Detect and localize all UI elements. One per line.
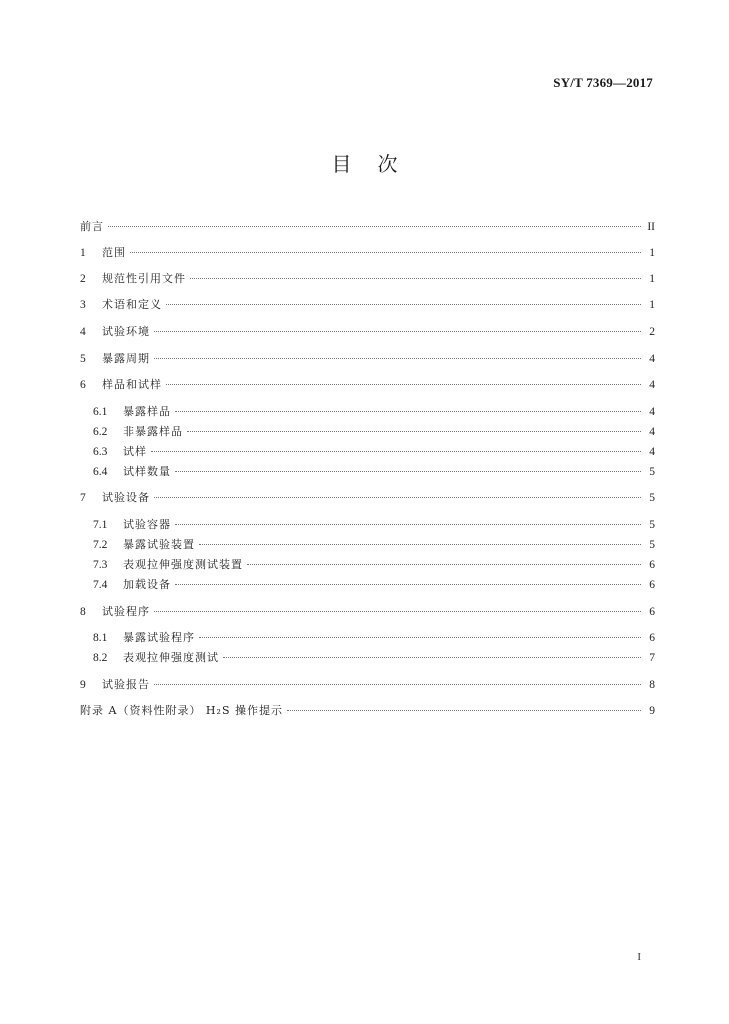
toc-subentry[interactable] [93,650,655,666]
toc-entry-page: 9 [649,705,655,717]
toc-entry-label: 试验环境 [102,325,150,338]
toc-entry[interactable] [80,324,655,340]
toc-subentry[interactable] [93,537,655,553]
toc-dot-leader [187,431,641,432]
toc-entry-number: 8 [80,606,86,618]
toc-entry-number: 6.2 [93,426,108,438]
toc-subentry[interactable] [93,464,655,480]
toc-subentry[interactable] [93,577,655,593]
toc-entry-number: 7 [80,492,86,504]
toc-entry-number: 2 [80,273,86,285]
footer-page-number: I [637,951,641,963]
toc-entry-label: 附录 A（资料性附录） H₂S 操作提示 [80,704,283,717]
toc-entry-page: 5 [649,492,655,504]
toc-entry-number: 7.4 [93,579,108,591]
toc-entry-label: 非暴露样品 [123,425,183,438]
toc-subentry[interactable] [93,517,655,533]
toc-dot-leader [154,684,641,685]
toc-entry-page: 6 [649,579,655,591]
toc-subentry[interactable] [93,557,655,573]
toc-entry-label: 范围 [102,246,126,259]
toc-entry-page: 5 [649,539,655,551]
toc-entry-label: 试样数量 [123,465,171,478]
toc-entry[interactable] [80,351,655,367]
toc-entry[interactable] [80,377,655,393]
toc-entry[interactable] [80,604,655,620]
toc-entry[interactable] [80,219,655,235]
toc-dot-leader [154,611,641,612]
toc-dot-leader [151,451,641,452]
page-title: 目次 [331,152,424,176]
toc-entry-page: 4 [649,406,655,418]
toc-dot-leader [154,331,641,332]
toc-entry-number: 7.2 [93,539,108,551]
toc-entry-page: 6 [649,606,655,618]
toc-subentry[interactable] [93,404,655,420]
toc-entry-page: 5 [649,466,655,478]
toc-dot-leader [166,384,641,385]
toc-dot-leader [199,637,641,638]
toc-entry-page: 2 [649,326,655,338]
toc-entry[interactable] [80,490,655,506]
toc-subentry[interactable] [93,630,655,646]
toc-entry-label: 试验设备 [102,491,150,504]
toc-dot-leader [175,584,641,585]
toc-dot-leader [130,252,641,253]
toc-entry-number: 5 [80,353,86,365]
toc-subentry[interactable] [93,444,655,460]
toc-dot-leader [175,411,641,412]
toc-entry-label: 试样 [123,445,147,458]
toc-entry[interactable] [80,677,655,693]
toc-entry-label: 试验程序 [102,605,150,618]
toc-entry-page: 7 [649,652,655,664]
toc-entry-label: 规范性引用文件 [102,272,186,285]
toc-entry-label: 暴露试验装置 [123,538,195,551]
toc-entry-number: 3 [80,299,86,311]
toc-entry-label: 暴露样品 [123,405,171,418]
toc-entry[interactable] [80,245,655,261]
toc-entry-number: 6.1 [93,406,108,418]
toc-entry-page: 1 [649,299,655,311]
toc-entry-label: 试验报告 [102,678,150,691]
toc-entry-label: 表观拉伸强度测试装置 [123,558,243,571]
toc-entry-page: 4 [649,426,655,438]
toc-entry-page: 4 [649,446,655,458]
toc-entry[interactable] [80,703,655,719]
toc-entry-number: 6.3 [93,446,108,458]
toc-entry-label: 暴露试验程序 [123,631,195,644]
toc-entry-page: 1 [649,273,655,285]
toc-entry-number: 4 [80,326,86,338]
toc-entry-number: 7.1 [93,519,108,531]
toc-dot-leader [166,304,641,305]
toc-dot-leader [287,710,641,711]
toc-entry-label: 暴露周期 [102,352,150,365]
toc-entry[interactable] [80,271,655,287]
toc-subentry[interactable] [93,424,655,440]
toc-entry-number: 6.4 [93,466,108,478]
toc-entry[interactable] [80,297,655,313]
toc-entry-label: 加载设备 [123,578,171,591]
toc-entry-label: 术语和定义 [102,298,162,311]
toc-entry-number: 7.3 [93,559,108,571]
toc-entry-number: 1 [80,247,86,259]
toc-entry-label: 表观拉伸强度测试 [123,651,219,664]
toc-dot-leader [247,564,641,565]
toc-entry-label: 前言 [80,220,104,233]
toc-entry-label: 样品和试样 [102,378,162,391]
toc-entry-page: II [647,221,655,233]
toc-dot-leader [175,524,641,525]
toc-dot-leader [223,657,641,658]
toc-entry-page: 6 [649,632,655,644]
standard-code: SY/T 7369—2017 [553,75,653,90]
toc-entry-page: 4 [649,379,655,391]
toc-entry-number: 6 [80,379,86,391]
toc-entry-number: 8.1 [93,632,108,644]
toc-entry-page: 4 [649,353,655,365]
toc-dot-leader [190,278,641,279]
toc-entry-page: 5 [649,519,655,531]
toc-entry-page: 6 [649,559,655,571]
toc-entry-label: 试验容器 [123,518,171,531]
toc-dot-leader [199,544,641,545]
toc-entry-page: 8 [649,679,655,691]
toc-dot-leader [108,226,641,227]
toc-dot-leader [175,471,641,472]
toc-entry-number: 8.2 [93,652,108,664]
toc-entry-page: 1 [649,247,655,259]
toc-entry-number: 9 [80,679,86,691]
toc-dot-leader [154,497,641,498]
toc-dot-leader [154,358,641,359]
